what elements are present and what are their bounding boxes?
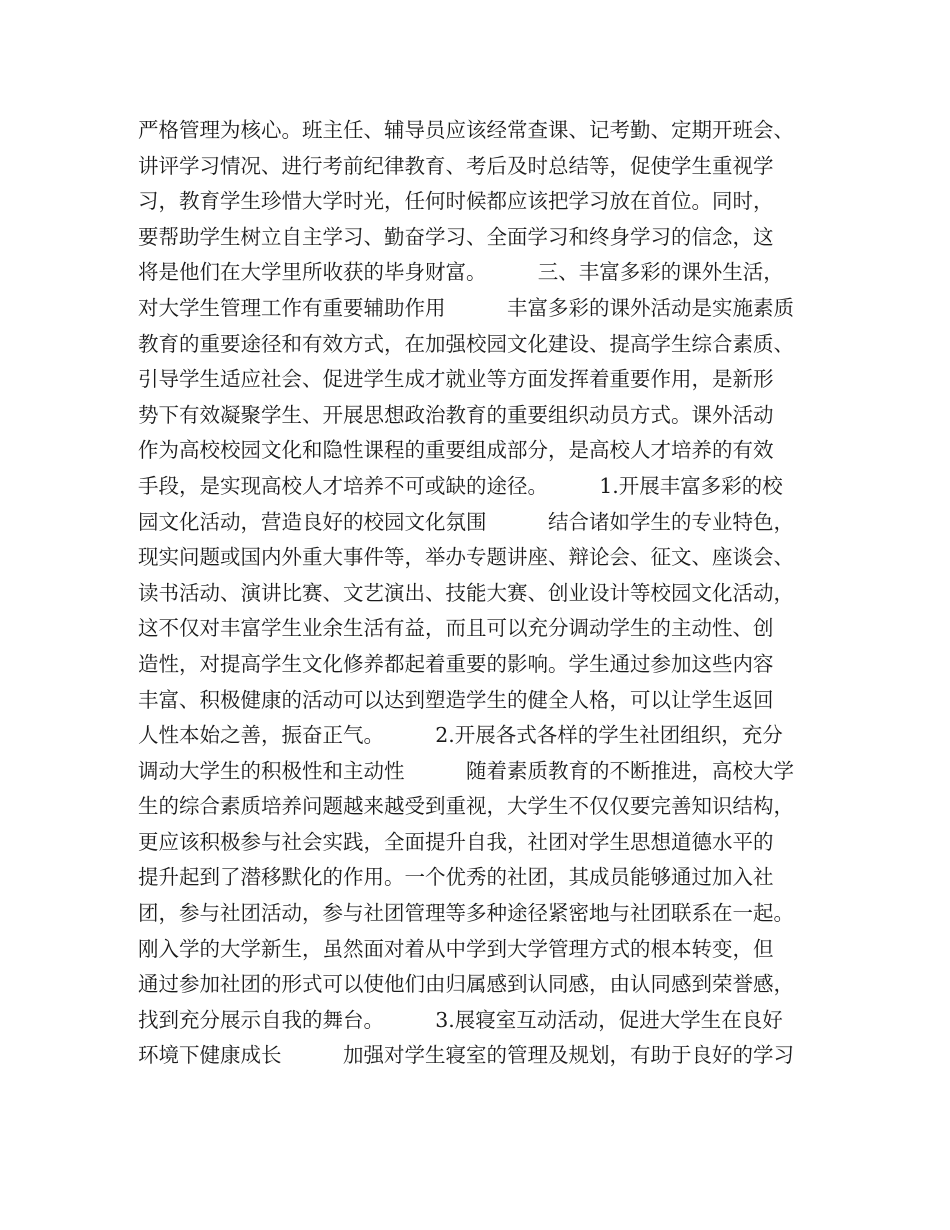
text-line: 团，参与社团活动，参与社团管理等多种途径紧密地与社团联系在一起。 (138, 901, 794, 926)
text-line: 势下有效凝聚学生、开展思想政治教育的重要组织动员方式。课外活动 (138, 402, 774, 427)
body-text (138, 113, 838, 1074)
text-line: 教育的重要途径和有效方式，在加强校园文化建设、提高学生综合素质、 (138, 331, 794, 356)
text-line: 提升起到了潜移默化的作用。一个优秀的社团，其成员能够通过加入社 (138, 865, 774, 890)
text-line: 要帮助学生树立自主学习、勤奋学习、全面学习和终身学习的信念，这 (138, 224, 774, 249)
text-line: 丰富、积极健康的活动可以达到塑造学生的健全人格，可以让学生返回 (138, 687, 774, 712)
text-line: 造性，对提高学生文化修养都起着重要的影响。学生通过参加这些内容 (138, 651, 774, 676)
text-line: 现实问题或国内外重大事件等，举办专题讲座、辩论会、征文、座谈会、 (138, 545, 794, 570)
text-line: 调动大学生的积极性和主动性 随着素质教育的不断推进，高校大学 (138, 758, 794, 783)
text-line: 通过参加社团的形式可以使他们由归属感到认同感，由认同感到荣誉感， (138, 972, 794, 997)
text-line: 将是他们在大学里所收获的毕身财富。 三、丰富多彩的课外生活， (138, 260, 784, 285)
text-line: 更应该积极参与社会实践，全面提升自我，社团对学生思想道德水平的 (138, 829, 774, 854)
text-line: 作为高校校园文化和隐性课程的重要组成部分，是高校人才培养的有效 (138, 438, 774, 463)
text-line: 对大学生管理工作有重要辅助作用 丰富多彩的课外活动是实施素质 (138, 295, 794, 320)
text-line: 习，教育学生珍惜大学时光，任何时候都应该把学习放在首位。同时， (138, 189, 774, 214)
text-line: 找到充分展示自我的舞台。 3.展寝室互动活动，促进大学生在良好 (138, 1007, 783, 1032)
text-line: 讲评学习情况、进行考前纪律教育、考后及时总结等，促使学生重视学 (138, 153, 774, 178)
text-line: 手段，是实现高校人才培养不可或缺的途径。 1.开展丰富多彩的校 (138, 473, 783, 498)
text-line: 生的综合素质培养问题越来越受到重视，大学生不仅仅要完善知识结构， (138, 794, 794, 819)
text-line: 环境下健康成长 加强对学生寝室的管理及规划，有助于良好的学习 (138, 1043, 794, 1068)
text-line: 刚入学的大学新生，虽然面对着从中学到大学管理方式的根本转变，但 (138, 936, 774, 961)
text-line: 这不仅对丰富学生业余生活有益，而且可以充分调动学生的主动性、创 (138, 616, 774, 641)
text-line: 园文化活动，营造良好的校园文化氛围 结合诸如学生的专业特色， (138, 509, 794, 534)
text-line: 读书活动、演讲比赛、文艺演出、技能大赛、创业设计等校园文化活动， (138, 580, 794, 605)
text-line: 引导学生适应社会、促进学生成才就业等方面发挥着重要作用，是新形 (138, 367, 774, 392)
text-line: 严格管理为核心。班主任、辅导员应该经常查课、记考勤、定期开班会、 (138, 118, 794, 142)
text-line: 人性本始之善，振奋正气。 2.开展各式各样的学生社团组织，充分 (138, 723, 783, 748)
